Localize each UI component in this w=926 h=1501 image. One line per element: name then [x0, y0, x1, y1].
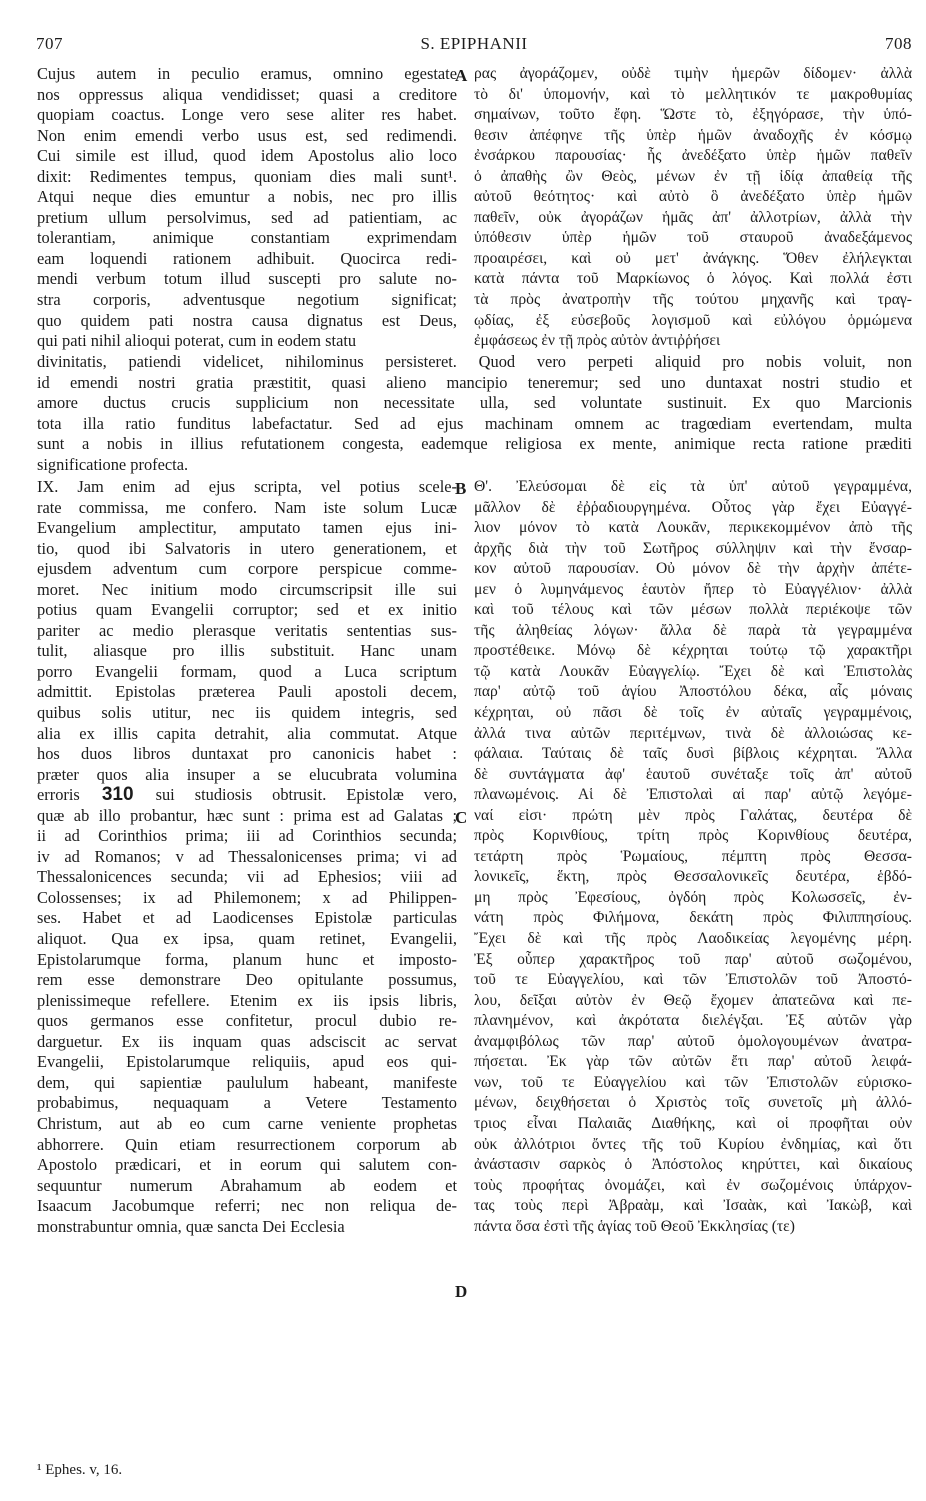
latin-text-line: Atqui neque dies emuntur a nobis, nec pro illis: [37, 187, 457, 207]
latin-column-bottom: [37, 477, 457, 1237]
latin-text-line: mendi verbum totum illud suscepti pro salute no-: [37, 269, 457, 289]
latin-text-line: ses. Habet et ad Laodicenses Epistolæ particulas: [37, 908, 457, 928]
latin-text-line: Non enim emendi verbo usus est, sed redimendi.: [37, 125, 457, 145]
latin-text-fragment: erroris: [37, 785, 100, 805]
greek-text-line: ἐνσάρκου παρουσίας· ἧς ἀνεδέξατο ὑπὲρ ἡμῶν παθεῖν: [474, 147, 912, 165]
margin-marker-a: A: [455, 66, 468, 85]
latin-text-line: Christum, aut ab eo cum carne veniente prophetas: [37, 1113, 457, 1133]
greek-text-line: φάλαια. Ταύταις δὲ ταῖς δυσὶ βίβλοις κέχρηται. Ἄλλα: [474, 745, 912, 763]
greek-text-line: οὐκ ἀλλότριοι ὄντες τῆς τοῦ Κυρίου ἐνδημίας, καὶ ὅτι: [474, 1135, 912, 1153]
latin-text-line: darguetur. Ex iis inquam quas adsciscit ac servat: [37, 1031, 457, 1051]
greek-column-top: [474, 64, 912, 352]
greek-text-line: καὶ τοῦ τέλους καὶ τῶν μέσων πολλὰ περιέκοψε τῶν: [474, 601, 912, 619]
latin-text-line: ii ad Corinthios prima; iii ad Corinthios secunda;: [37, 826, 457, 846]
greek-text-line: πλανωμένοις. Αἱ δὲ Ἐπιστολαὶ αἱ παρ' αὐτῷ λεγόμε-: [474, 786, 912, 804]
greek-text-line: Θ'. Ἐλεύσομαι δὲ εἰς τὰ ὑπ' αὐτοῦ γεγραμμένα,: [474, 478, 912, 495]
greek-text-line: παθεῖν, οὐκ ἀγοράζων ἡμᾶς ἀπ' ἀλλοτρίων, ἀλλὰ τὴν: [474, 208, 912, 226]
latin-text-line: pretium ullum persolvimus, sed ad patientiam, ac: [37, 207, 457, 227]
latin-text-line: hos duos libros duntaxat pro canonicis habet :: [37, 744, 457, 764]
latin-text-line: nos oppressus aliqua vendidisset; quasi a creditore: [37, 84, 457, 104]
greek-text-line: κέχρηται, οὐ πᾶσι δὲ τοῖς ἐν αὐταῖς γεγραμμένοις,: [474, 704, 912, 722]
latin-text-line: Apostolo prædicari, et in eorum qui salutem con-: [37, 1155, 457, 1175]
margin-marker-b: B: [455, 479, 467, 498]
margin-marker-c: C: [455, 808, 468, 827]
latin-text-line: monstrabuntur omnia, quæ sancta Dei Ecclesia: [37, 1216, 345, 1236]
greek-text-line: τὰ πρὸς ἀνατροπὴν τῆς τούτου μηχανῆς καὶ τραγ-: [474, 291, 912, 309]
latin-text-line: Isaacum Jacobumque referri; nec non reliqua de-: [37, 1196, 457, 1216]
footnote: ¹ Ephes. v, 16.: [37, 1462, 123, 1478]
latin-text-line: rate commissa, me confero. Nam iste solum Lucæ: [37, 497, 457, 517]
latin-text-fragment: sui studiosis obtrusit. Epistolæ vero,: [135, 785, 458, 805]
page-header: [36, 30, 912, 58]
latin-text-line: potius quam Evangelii corruptor; sed et ex initio: [37, 600, 457, 620]
running-title: S. EPIPHANII: [420, 34, 528, 53]
latin-text-line: Evangelii, Epistolarumque reliquiis, apud eos qui-: [37, 1052, 457, 1072]
greek-text-line: ὑπόθεσιν ὑπὲρ ἡμῶν τοῦ σταυροῦ ἀναδεξάμενος: [474, 229, 912, 247]
latin-text-line: significatione profecta.: [37, 454, 189, 474]
greek-text-line: τοὺς προφήτας ὀνομάζει, καὶ ἐν σωζομένοις ὑπάρχον-: [474, 1176, 912, 1194]
latin-text-line: sunt a nobis in illius refutationem congesta, eademque religiosa ex mente, animique recta ratione præditi: [37, 434, 912, 454]
greek-text-line: προαιρέσει, καὶ οὐ μετ' ἀνάγκης. Ὅθεν ἐλήλεγκται: [474, 249, 912, 267]
latin-text-line: iv ad Romanos; v ad Thessalonicenses prima; vi ad: [37, 846, 457, 866]
latin-text-line: divinitatis, patiendi videlicet, nihilominus persisteret. Quod vero perpeti aliquid pro nobis voluit, non: [37, 352, 912, 371]
greek-text-line: νων, τοῦ τε Εὐαγγελίου καὶ τῶν Ἐπιστολῶν εὑρισκο-: [474, 1073, 912, 1091]
latin-text-line: quopiam coactus. Longe vero sese aliter res habet.: [37, 105, 457, 125]
greek-text-line: τας τοὺς περὶ Ἀβραὰμ, καὶ Ἰσαὰκ, καὶ Ἰακὼβ, καὶ: [474, 1197, 912, 1215]
margin-marker-d: D: [455, 1282, 468, 1301]
greek-text-line: ἀνάστασιν σαρκὸς ὁ Ἀπόστολος κηρύττει, καὶ δικαίους: [474, 1156, 912, 1174]
latin-text-line: præter quos alia insuper a se elucubrata volumina: [37, 764, 457, 784]
latin-column-top: [37, 64, 457, 352]
latin-text-line: plenissimeque refellere. Etenim ex iis ipsis libris,: [37, 990, 457, 1010]
greek-text-line: λονικεῖς, ἕκτη, πρὸς Θεσσαλονικεῖς δευτέρα, ἑβδό-: [474, 868, 912, 886]
greek-text-line: τῷ κατὰ Λουκᾶν Εὐαγγελίῳ. Ἔχει δὲ καὶ Ἐπιστολὰς: [474, 662, 912, 680]
greek-text-line: μη πρὸς Ἐφεσίους, ὀγδόη πρὸς Κολωσσεῖς, ἐν-: [474, 888, 912, 906]
latin-text-line: stra corporis, adventusque negotium significat;: [37, 290, 457, 310]
latin-text-line: tio, quod ibi Salvatoris in utero generationem, et: [37, 538, 457, 558]
latin-text-line: qui pati nihil alioqui poterat, cum in eodem statu: [37, 331, 357, 351]
greek-text-line: ὁ ἀπαθὴς ὢν Θεὸς, μένων ἐν τῇ ἰδίᾳ ἀπαθείᾳ τῆς: [474, 167, 912, 185]
greek-text-line: προστέθεικε. Μόνῳ δὲ κέχρηται τούτῳ τῷ χαρακτῆρι: [474, 642, 912, 660]
latin-text-line: quos germanos esse confitetur, procul dubio re-: [37, 1011, 457, 1031]
greek-text-line: λου, δεῖξαι αὐτὸν ἐν Θεῷ ἔχομεν ἀπατεῶνα καὶ πε-: [474, 991, 912, 1009]
latin-text-line: Colossenses; ix ad Philemonem; x ad Philippen-: [37, 887, 457, 907]
greek-text-line: ἀλλά τινα αὐτῶν περιτέμνων, τινὰ δὲ ἀλλοιώσας κε-: [474, 724, 912, 742]
greek-text-line: πάντα ὅσα ἐστὶ τῆς ἁγίας τοῦ Θεοῦ Ἐκκλησίας (τε): [474, 1217, 795, 1235]
greek-text-line: ῳδίας, ἐξ εὐσεβοῦς λογισμοῦ καὶ εὐλόγου ὁρμώμενα: [474, 311, 912, 329]
latin-text-line: amore ductus crucis supplicium non necessitate ulla, sed voluntate sustinuit. Ex quo Marcionis: [37, 393, 912, 413]
latin-text-line: IX. Jam enim ad ejus scripta, vel potius scele-: [37, 477, 457, 496]
greek-text-line: Ἐξ οὗπερ χαρακτῆρος τοῦ παρ' αὐτοῦ σωζομένου,: [474, 950, 912, 968]
greek-text-line: λιον μόνον τὸ κατὰ Λουκᾶν, περικεκομμένον ἀπὸ τῆς: [474, 519, 912, 537]
latin-text-line: porro Evangelii formam, quod a Luca scriptum: [37, 661, 457, 681]
latin-text-line: abhorrere. Quin etiam resurrectionem corporum ab: [37, 1134, 457, 1154]
greek-text-line: Ἔχει δὲ καὶ τῆς πρὸς Λαοδικείας λεγομένης μέρη.: [474, 930, 912, 948]
greek-text-line: μᾶλλον δὲ ἐῤῥαδιουργημένα. Οὗτος γὰρ ἔχει Εὐαγγέ-: [474, 498, 912, 516]
latin-full-width-paragraph: [37, 352, 912, 475]
greek-text-line: νάτη πρὸς Φιλήμονα, δεκάτη πρὸς Φιλιππησίους.: [474, 909, 912, 927]
greek-text-line: τετάρτη πρὸς Ῥωμαίους, πέμπτη πρὸς Θεσσα-: [474, 847, 912, 865]
latin-text-line: admittit. Epistolas præterea Pauli apostoli decem,: [37, 682, 457, 702]
greek-text-line: τοῦ τε Εὐαγγελίου, καὶ τῶν Ἐπιστολῶν τοῦ Ἀποστό-: [474, 971, 912, 989]
greek-column-bottom: [474, 477, 912, 1237]
latin-text-line: ejusdem adventum cum corpore perspicue comme-: [37, 559, 457, 579]
latin-text-line: tolerantiam, animique constantiam exprimendam: [37, 228, 457, 248]
greek-text-line: κατὰ πάντα τοῦ Μαρκίωνος ὁ λόγος. Καὶ πολλά ἐστι: [474, 270, 912, 288]
latin-text-line: dixit: Redimentes tempus, quoniam dies mali sunt¹.: [37, 166, 457, 186]
latin-text-line: dem, qui sapientiæ paululum habeant, manifeste: [37, 1072, 457, 1092]
latin-text-line: tulit, aliasque pro illis substituit. Hanc unam: [37, 641, 457, 661]
latin-text-line: moret. Nec initium modo circumscripsit ille sui: [37, 579, 457, 599]
latin-text-line: Evangelium amplectitur, amputato tamen ejus ini-: [37, 518, 457, 538]
greek-text-line: πρὸς Κορινθίους, τρίτη πρὸς Κορινθίους δευτέρα,: [474, 827, 912, 845]
latin-text-line: rem esse demonstrare Deo opitulante possumus,: [37, 970, 457, 990]
latin-text-line: quæ ab illo probantur, hæc sunt : prima est ad Galatas ;: [37, 805, 457, 825]
greek-text-line: ἀναμφιβόλως τῶν παρ' αὐτοῦ ὁμολογουμένων ἀνατρα-: [474, 1032, 912, 1050]
greek-text-line: τὸ δι' ὑπομονήν, καὶ τὸ μελλητικόν τε μακροθυμίας: [474, 85, 912, 103]
latin-text-line: Thessalonicences secunda; vii ad Ephesios; viii ad: [37, 867, 457, 887]
greek-text-line: τῆς ἀληθείας λόγων· ἄλλα δὲ παρὰ τὰ γεγραμμένα: [474, 621, 912, 639]
latin-text-line: Cujus autem in peculio eramus, omnino egestate: [37, 64, 457, 83]
left-page-number: 707: [36, 34, 63, 53]
greek-text-line: ἐμφάσεως ἐν τῇ πρὸς αὐτὸν ἀντιῤῥήσει: [474, 332, 721, 350]
greek-text-line: ρας ἀγοράζομεν, οὐδὲ τιμὴν ἡμερῶν δίδομεν· ἀλλὰ: [474, 65, 912, 82]
greek-text-line: πήσεται. Ἐκ γὰρ τῶν αὐτῶν ἔτι παρ' αὐτοῦ λειφά-: [474, 1053, 912, 1071]
greek-text-line: σημαίνων, τοῦτο ἔφη. Ὥστε τὸ, ἐξηγόρασε, τὴν ὑπό-: [474, 106, 912, 124]
latin-text-line: eam loquendi rationem adhibuit. Quocirca redi-: [37, 248, 457, 268]
greek-text-line: τριος εἶναι Παλαιᾶς Διαθήκης, καὶ οἱ προφῆται οὐν: [474, 1114, 912, 1132]
latin-text-line: pariter ac medio plerasque veritatis sententias sus-: [37, 620, 457, 640]
latin-text-line: tota illa ratio funditus labefactatur. Sed ad ejus machinam omnem ac tragœdiam evertendam, multa: [37, 413, 912, 433]
greek-text-line: πλανημένον, καὶ ἀκρότατα διελέγξαι. Ἐξ αὐτῶν γὰρ: [474, 1012, 912, 1030]
latin-text-line: quibus solis utitur, nec iis quidem integris, sed: [37, 703, 457, 723]
latin-text-line: probabimus, nequaquam a Vetere Testamento: [37, 1093, 457, 1113]
latin-text-line: alia ex illis capita detrahit, alia commutat. Atque: [37, 723, 457, 743]
right-page-number: 708: [885, 34, 912, 53]
latin-text-line: Epistolarumque forma, planum hunc et imposto-: [37, 949, 457, 969]
greek-text-line: παρ' αὐτῷ τοῦ ἁγίου Ἀποστόλου δέκα, αἷς μόναις: [474, 683, 912, 701]
greek-text-line: κον αὐτοῦ παρουσίαν. Οὐ μόνον δὲ τὴν ἀρχὴν ἀπέτε-: [474, 560, 912, 578]
greek-text-line: δὲ συντάγματα ἀφ' ἑαυτοῦ συνέταξε τοῖς ἀπ' αὐτοῦ: [474, 765, 912, 783]
greek-text-line: θεσιν ἀπέφηνε τῆς ὑπὲρ ἡμῶν ἀναδοχῆς ἐν κόσμῳ: [474, 126, 912, 144]
latin-text-line: quo quidem pati nostra causa dignatus est Deus,: [37, 310, 457, 330]
latin-text-line-with-column-number: [37, 785, 457, 806]
greek-text-line: ναί εἰσι· πρώτη μὲν πρὸς Γαλάτας, δευτέρα δὲ: [474, 806, 912, 824]
latin-text-line: sequuntur numerum Abrahamum ab eodem et: [37, 1175, 457, 1195]
greek-text-line: μεν ὁ λυμηνάμενος ἑαυτὸν ἤπερ τὸ Εὐαγγέλιον· ἀλλὰ: [474, 580, 912, 598]
greek-text-line: μένων, δειχθήσεται ὁ Χριστὸς τοῖς συνετοῖς μὴ ἀλλό-: [474, 1094, 912, 1112]
latin-text-line: aliquot. Qua ex ipsa, quam retinet, Evangelii,: [37, 929, 457, 949]
column-number: 310: [101, 784, 134, 806]
greek-text-line: ἀρχῆς διὰ τὴν τοῦ Σωτῆρος σύλληψιν καὶ τὴν ἔνσαρ-: [474, 539, 912, 557]
latin-text-line: Cui simile est illud, quod idem Apostolus alio loco: [37, 146, 457, 166]
latin-text-line: id emendi nostri gratia præstitit, quasi alieno mancipio teneremur; sed uno duntaxat nostri studio et: [37, 372, 912, 392]
greek-text-line: αὐτοῦ θεότητος· καὶ αὐτὸ ὃ ἀνεδέξατο ὑπὲρ ἡμῶν: [474, 188, 912, 206]
